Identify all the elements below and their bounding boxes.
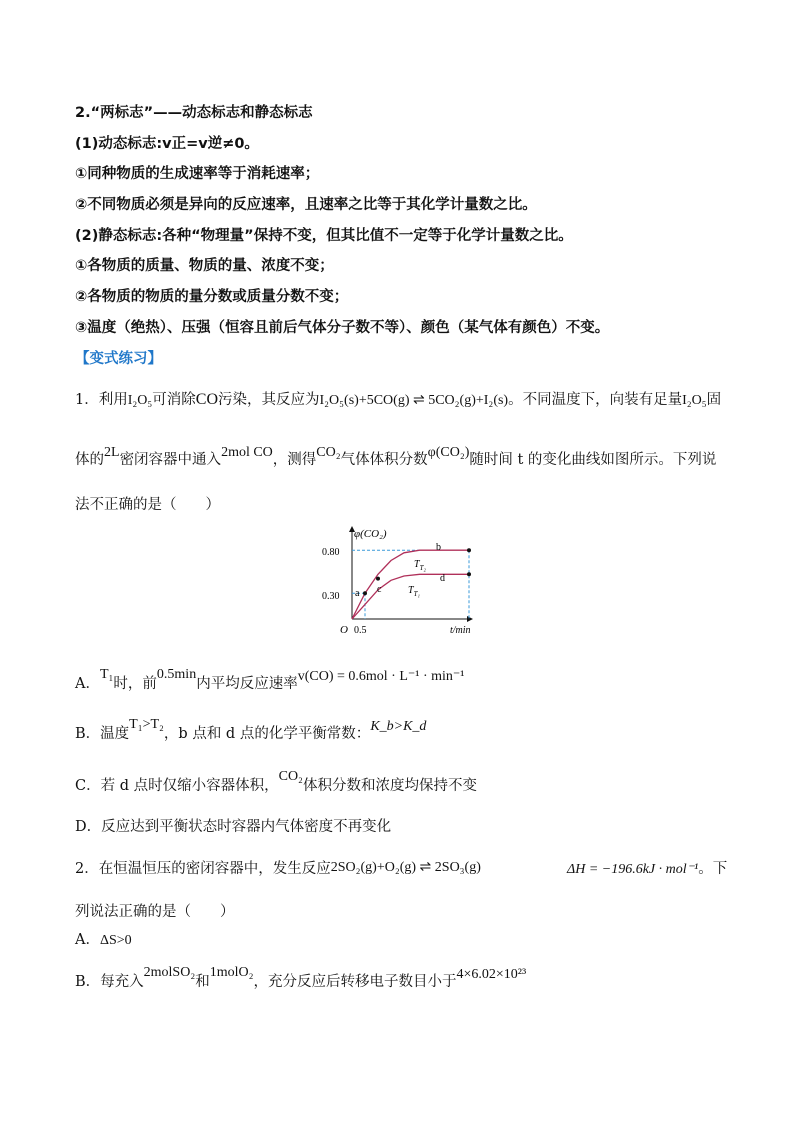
q1-text: 污染，其反应为 <box>218 392 320 408</box>
formula-co2: CO₂ <box>278 769 303 784</box>
q1-number: 1． <box>75 392 99 408</box>
option-label: B． <box>75 726 101 742</box>
series-label-t2: $T_{T_2}$ <box>414 559 426 572</box>
q1-text: 体的 <box>75 452 104 468</box>
q2-text: 。下 <box>698 861 728 877</box>
option-label: C． <box>75 778 101 794</box>
point-label-b: b <box>436 542 441 553</box>
x-axis-label: t/min <box>450 625 471 636</box>
static-sign-item-1: ①各物质的质量、物质的量、浓度不变； <box>75 258 334 274</box>
x-tick-label: 0.5 <box>354 625 367 636</box>
option-text: ，充分反应后转移电子数目小于 <box>253 974 457 990</box>
option-text: 和 <box>195 974 210 990</box>
temp-t1: T₁ <box>99 667 114 682</box>
static-sign-title: (2)静态标志:各种“物理量”保持不变，但其比值不一定等于化学计量数之比。 <box>75 228 573 244</box>
static-sign-item-2: ②各物质的物质的量分数或质量分数不变； <box>75 289 349 305</box>
formula-i2o5: I₂O₅ <box>127 393 153 408</box>
electron-count: 4×6.02×10²³ <box>456 967 527 982</box>
point-b <box>467 548 471 552</box>
y-axis-label: φ(CO₂) <box>354 528 387 540</box>
q1-text: ，测得 <box>272 452 317 468</box>
enthalpy-change: ΔH = −196.6kJ · mol⁻¹ <box>567 862 699 877</box>
q1-text: 密闭容器中通入 <box>119 452 222 468</box>
k-compare: K_b>K_d <box>370 719 427 734</box>
q1-text: 可消除 <box>152 392 196 408</box>
point-label-c: c <box>377 584 382 595</box>
q2-line-1 <box>75 857 481 878</box>
origin-label: O <box>340 624 348 636</box>
option-text: 内平均反应速率 <box>196 676 298 692</box>
option-text: 若 d 点时仅缩小容器体积， <box>100 778 279 794</box>
q2-option-a[interactable] <box>75 928 132 949</box>
rate-expression: v(CO) = 0.6mol · L⁻¹ · min⁻¹ <box>297 669 465 684</box>
point-label-a: a <box>355 588 360 599</box>
dynamic-sign-item-1: ①同种物质的生成速率等于消耗速率； <box>75 166 320 182</box>
option-label: A． <box>75 676 100 692</box>
entropy-change: ΔS>0 <box>99 933 132 948</box>
q1-line-3: 法不正确的是（ ） <box>75 497 220 513</box>
q2-enthalpy <box>567 857 727 878</box>
static-sign-item-3: ③温度（绝热）、压强（恒容且前后气体分子数不等）、颜色（某气体有颜色）不变。 <box>75 320 610 336</box>
volume-2l: 2L <box>104 445 120 460</box>
option-text: 时，前 <box>113 676 157 692</box>
amount-2mol-co: 2mol CO <box>221 445 273 460</box>
time-0.5min: 0.5min <box>156 667 197 682</box>
amount-so2: 2molSO₂ <box>143 965 196 980</box>
option-text: 每充入 <box>100 974 144 990</box>
temp-compare: T₁>T₂ <box>129 717 164 732</box>
series-line-t1 <box>352 574 469 619</box>
dynamic-sign-item-2: ②不同物质必须是异向的反应速率，且速率之比等于其化学计量数之比。 <box>75 197 537 213</box>
formula-co: CO <box>195 391 219 408</box>
practice-label: 【变式练习】 <box>75 351 162 367</box>
heading-two-signs: 2.“两标志”——动态标志和静态标志 <box>75 105 313 121</box>
q1-option-b[interactable] <box>75 717 427 743</box>
q1-text: 气体体积分数 <box>340 452 428 468</box>
point-a <box>363 591 367 595</box>
q2-line-2: 列说法正确的是（ ） <box>75 904 235 920</box>
option-label: D． <box>75 819 102 835</box>
q2-option-b[interactable] <box>75 965 527 991</box>
q1-option-c[interactable] <box>75 769 477 795</box>
q1-option-d[interactable] <box>75 815 391 836</box>
q2-text: 在恒温恒压的密闭容器中，发生反应 <box>98 861 331 877</box>
reaction-equation-so2: 2SO₂(g)+O₂(g) ⇌ 2SO₃(g) <box>330 860 481 875</box>
q2-number: 2． <box>75 861 99 877</box>
co2-fraction-chart <box>322 523 482 643</box>
q1-option-a[interactable] <box>75 667 465 693</box>
reaction-equation: I₂O₅(s)+5CO(g) ⇌ 5CO₂(g)+I₂(s) <box>319 393 509 408</box>
series-label-t1: $T_{T_1}$ <box>408 585 420 598</box>
dynamic-sign-title: (1)动态标志:v正=v逆≠0。 <box>75 136 259 152</box>
option-text: 体积分数和浓度均保持不变 <box>302 778 477 794</box>
option-text: 温度 <box>100 726 130 742</box>
option-text: 反应达到平衡状态时容器内气体密度不再变化 <box>101 819 392 835</box>
amount-o2: 1molO₂ <box>209 965 254 980</box>
y-tick-label: 0.30 <box>322 591 340 602</box>
point-c <box>376 577 380 581</box>
q1-text: 利用 <box>98 392 128 408</box>
q1-line-2 <box>75 445 717 469</box>
option-label: A． <box>75 932 100 948</box>
option-label: B． <box>75 974 101 990</box>
phi-co2: φ(CO₂) <box>427 445 470 460</box>
option-text: ，b 点和 d 点的化学平衡常数： <box>163 726 371 742</box>
formula-co2: CO₂ <box>316 445 341 460</box>
q1-text: 。不同温度下，向装有足量 <box>508 392 683 408</box>
y-tick-label: 0.80 <box>322 547 340 558</box>
point-label-d: d <box>440 573 445 584</box>
q1-text: 随时间 t 的变化曲线如图所示。下列说 <box>469 452 717 468</box>
point-d <box>467 572 471 576</box>
q1-text: 固 <box>706 392 722 408</box>
q1-line-1 <box>75 388 721 409</box>
formula-i2o5: I₂O₅ <box>682 393 707 408</box>
